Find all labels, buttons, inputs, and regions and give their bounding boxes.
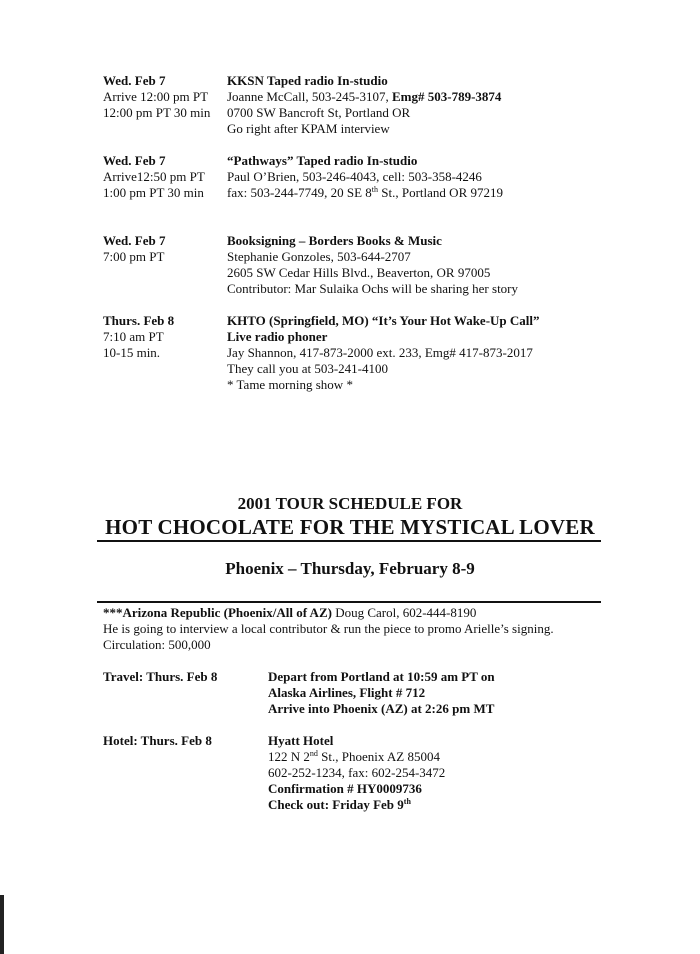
entry-duration: 10-15 min. xyxy=(103,345,161,360)
ordinal-suffix: th xyxy=(371,185,379,194)
entry-address xyxy=(227,185,647,201)
entry-detail-column xyxy=(227,73,647,137)
entry-time: 7:00 pm PT xyxy=(103,249,165,264)
hotel-confirmation: Confirmation # HY0009736 xyxy=(268,781,422,796)
entry-note: They call you at 503-241-4100 xyxy=(227,361,389,376)
entry-detail-column xyxy=(227,233,647,297)
entry-date: Thurs. Feb 8 xyxy=(103,313,175,328)
entry-title: KKSN Taped radio In-studio xyxy=(227,73,388,88)
outlet-name: ***Arizona Republic (Phoenix/All of AZ) xyxy=(103,605,332,620)
entry-note: * Tame morning show * xyxy=(227,377,353,392)
address-text: St., Portland OR 97219 xyxy=(378,185,503,200)
entry-arrive: Arrive12:50 pm PT xyxy=(103,169,205,184)
entry-date: Wed. Feb 7 xyxy=(103,153,166,168)
entry-date: Wed. Feb 7 xyxy=(103,233,166,248)
divider-rule xyxy=(97,540,601,542)
entry-note: Contributor: Mar Sulaika Ochs will be sharing her story xyxy=(227,281,519,296)
hotel-phone: 602-252-1234, fax: 602-254-3472 xyxy=(268,765,446,780)
entry-contact: Paul O’Brien, 503-246-4043, cell: 503-358-4246 xyxy=(227,169,482,184)
entry-title: “Pathways” Taped radio In-studio xyxy=(227,153,418,168)
contact-text: Joanne McCall, 503-245-3107, xyxy=(227,89,393,104)
hotel-label: Hotel: Thurs. Feb 8 xyxy=(103,733,212,748)
travel-depart: Depart from Portland at 10:59 am PT on xyxy=(268,669,495,684)
entry-detail-column xyxy=(227,153,647,201)
entry-address: 2605 SW Cedar Hills Blvd., Beaverton, OR 97005 xyxy=(227,265,491,280)
hotel-details xyxy=(268,733,628,813)
entry-time-column xyxy=(103,233,225,265)
address-text: 122 N 2 xyxy=(268,749,310,764)
address-text: fax: 503-244-7749, 20 SE 8 xyxy=(227,185,372,200)
entry-title: KHTO (Springfield, MO) “It’s Your Hot Wake-Up Call” xyxy=(227,313,540,328)
entry-address: 0700 SW Bancroft St, Portland OR xyxy=(227,105,411,120)
scan-edge-mark xyxy=(0,895,4,954)
arizona-republic-entry xyxy=(103,605,603,653)
entry-time-column xyxy=(103,153,225,201)
az-heading-line xyxy=(103,605,603,621)
hotel-checkout xyxy=(268,797,628,813)
ordinal-suffix: th xyxy=(403,797,411,806)
entry-time-column xyxy=(103,73,225,121)
city-heading: Phoenix – Thursday, February 8-9 xyxy=(225,559,475,578)
entry-duration: 1:00 pm PT 30 min xyxy=(103,185,204,200)
entry-contact xyxy=(227,89,647,105)
entry-date: Wed. Feb 7 xyxy=(103,73,166,88)
entry-time: 7:10 am PT xyxy=(103,329,164,344)
tour-heading: 2001 TOUR SCHEDULE FOR xyxy=(237,494,463,513)
travel-arrive: Arrive into Phoenix (AZ) at 2:26 pm MT xyxy=(268,701,495,716)
travel-label: Travel: Thurs. Feb 8 xyxy=(103,669,218,684)
outlet-contact: Doug Carol, 602-444-8190 xyxy=(331,605,477,620)
travel-details xyxy=(268,669,628,717)
entry-detail-column xyxy=(227,313,647,393)
entry-arrive: Arrive 12:00 pm PT xyxy=(103,89,209,104)
az-description: He is going to interview a local contributor & run the piece to promo Arielle’s signing. xyxy=(103,621,554,636)
entry-time-column xyxy=(103,313,225,361)
entry-title: Booksigning – Borders Books & Music xyxy=(227,233,442,248)
entry-note: Go right after KPAM interview xyxy=(227,121,390,136)
hotel-name: Hyatt Hotel xyxy=(268,733,334,748)
checkout-text: Check out: Friday Feb 9 xyxy=(268,797,404,812)
ordinal-suffix: nd xyxy=(309,749,318,758)
hotel-address xyxy=(268,749,628,765)
emergency-number: Emg# 503-789-3874 xyxy=(392,89,502,104)
entry-subtitle: Live radio phoner xyxy=(227,329,328,344)
book-title: HOT CHOCOLATE FOR THE MYSTICAL LOVER xyxy=(105,515,595,539)
address-text: St., Phoenix AZ 85004 xyxy=(317,749,440,764)
entry-contact: Jay Shannon, 417-873-2000 ext. 233, Emg# 417-873-2017 xyxy=(227,345,533,360)
entry-duration: 12:00 pm PT 30 min xyxy=(103,105,211,120)
entry-contact: Stephanie Gonzoles, 503-644-2707 xyxy=(227,249,411,264)
divider-rule xyxy=(97,601,601,603)
az-circulation: Circulation: 500,000 xyxy=(103,637,211,652)
travel-flight: Alaska Airlines, Flight # 712 xyxy=(268,685,426,700)
